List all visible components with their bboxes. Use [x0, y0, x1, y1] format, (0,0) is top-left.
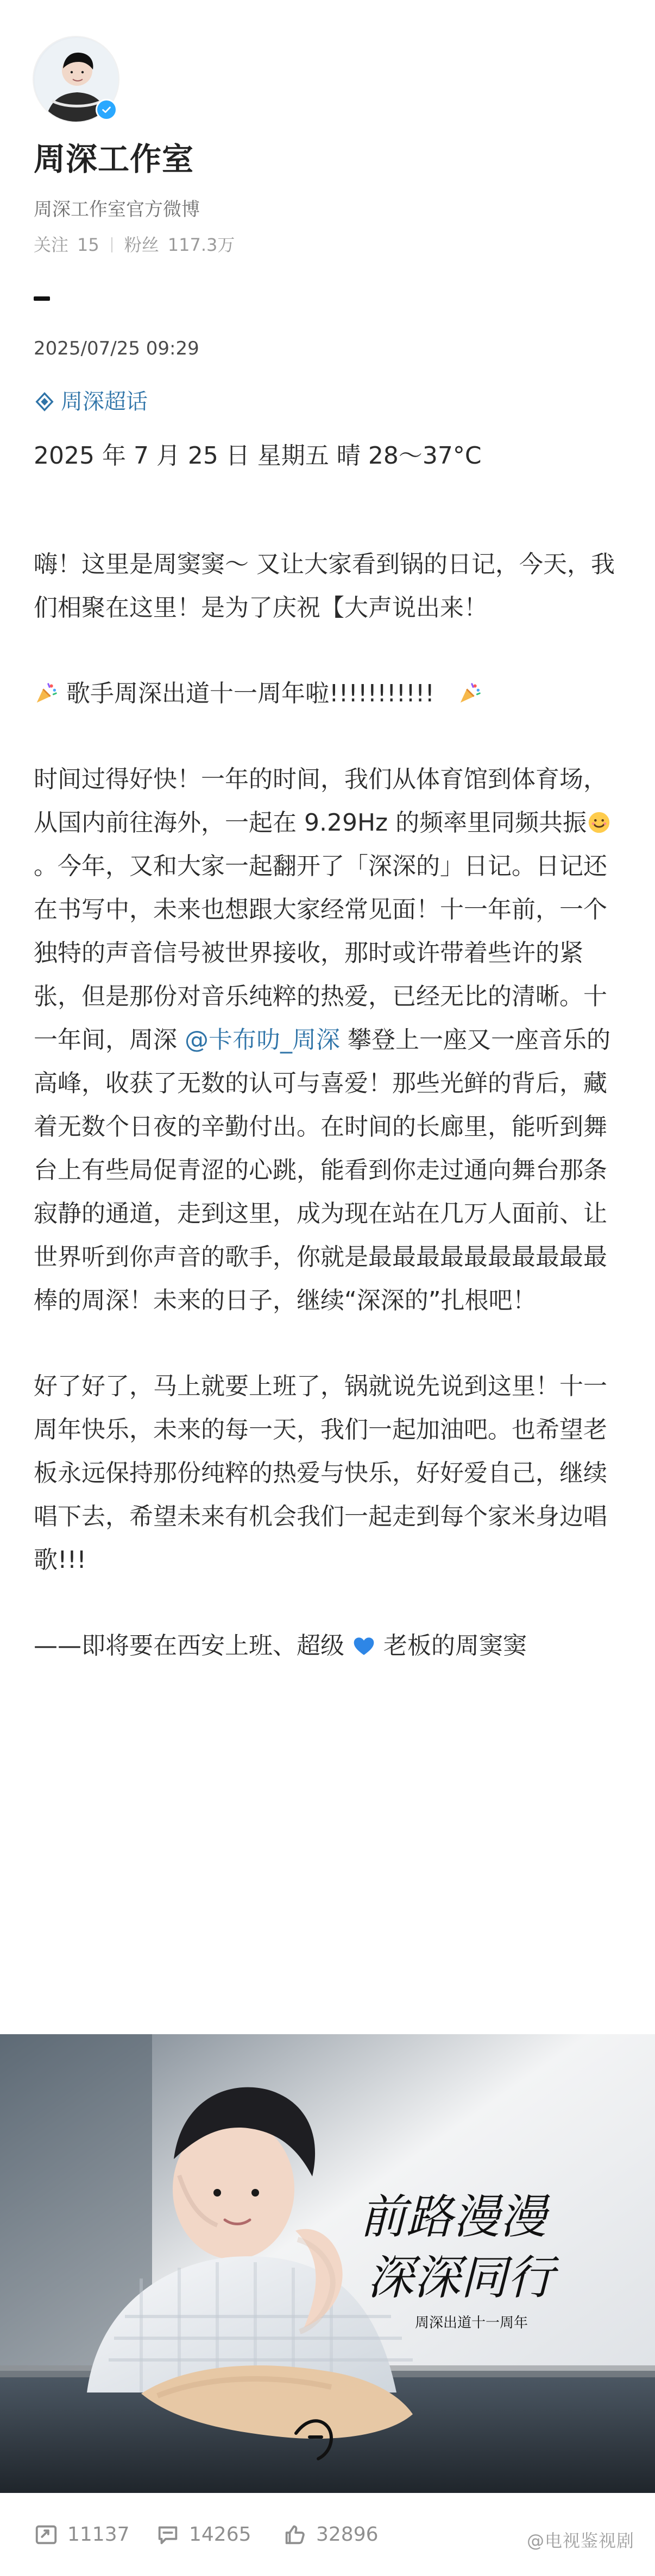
comment-button[interactable]	[155, 2493, 251, 2576]
post-photo	[0, 2034, 655, 2493]
image-caption: 周深出道十一周年	[415, 2314, 528, 2331]
image-headline-2: 深深同行	[367, 2251, 554, 2305]
paragraph-5-text-a: ——即将要在西安上班、超级	[34, 1632, 344, 1660]
paragraph-3	[34, 758, 626, 1322]
account-stats	[34, 235, 235, 255]
post-image[interactable]	[0, 2034, 655, 2493]
comment-count: 14265	[189, 2523, 251, 2546]
account-header	[0, 0, 655, 337]
stats-divider	[111, 237, 112, 252]
following-label: 关注	[34, 235, 69, 255]
diamond-icon	[34, 391, 55, 413]
paragraph-1	[34, 543, 626, 630]
verified-badge	[96, 99, 117, 121]
paragraph-3-text-b: 。今年，又和大家一起翻开了「深深的」日记。日记还在书写中，未来也想跟大家经常见面！十一年前，一个独特的声音信号被世界接收，那时或许带着些许的紧张，但是那份对音乐纯粹的热爱，已经无比的清晰。十一年间，周深	[34, 852, 607, 1054]
post-content	[34, 543, 626, 1668]
paragraph-5	[34, 1624, 626, 1668]
paragraph-1-text: 嗨！这里是周窦窦～ 又让大家看到锅的日记，今天，我们相聚在这里！是为了庆祝【大声说出来！	[34, 550, 615, 622]
post-actions	[0, 2493, 655, 2576]
repost-count: 11137	[67, 2523, 130, 2546]
dash-icon	[34, 296, 50, 301]
paragraph-5-text-b: 老板的周窦窦	[383, 1632, 527, 1660]
followers-count: 117.3万	[167, 235, 235, 255]
following-count: 15	[77, 235, 99, 255]
post-timestamp: 2025/07/25 09:29	[34, 338, 199, 359]
paragraph-2	[34, 672, 626, 716]
topic-label[interactable]: 周深超话	[61, 389, 148, 414]
post-weather: 2025 年 7 月 25 日 星期五 晴 28～37°C	[34, 442, 482, 470]
comment-icon	[155, 2522, 180, 2547]
party-popper-icon	[34, 681, 59, 706]
like-count: 32896	[316, 2523, 379, 2546]
image-headline-1: 前路漫漫	[360, 2190, 546, 2244]
like-icon	[282, 2522, 307, 2547]
watermark: @电视鉴视剧	[526, 2530, 634, 2551]
repost-icon	[34, 2522, 59, 2547]
paragraph-2-text: 歌手周深出道十一周年啦!!!!!!!!!!!	[66, 680, 435, 707]
like-button[interactable]	[282, 2493, 379, 2576]
paragraph-3-text-a: 时间过得好快！一年的时间，我们从体育馆到体育场，从国内前往海外，一起在 9.29Hz 的频率里同频共振	[34, 765, 607, 837]
mention-link[interactable]: @卡布叻_周深	[185, 1026, 340, 1054]
blue-heart-icon	[352, 1634, 376, 1658]
paragraph-3-text-c: 攀登上一座又一座音乐的高峰，收获了无数的认可与喜爱！那些光鲜的背后，藏着无数个日夜的辛勤付出。在时间的长廊里，能听到舞台上有些局促青涩的心跳，能看到你走过通向舞台那条寂静的通道，走到这里，成为现在站在几万人面前、让世界听到你声音的歌手，你就是最最最最最最最最最最棒的周深！未来的日子，继续“深深的”扎根吧！	[34, 1026, 610, 1314]
verified-icon	[97, 100, 116, 119]
party-popper-icon-2	[457, 681, 482, 706]
smile-emoji-icon	[587, 810, 612, 835]
account-name[interactable]: 周深工作室	[34, 141, 194, 178]
topic-link[interactable]	[34, 387, 148, 417]
followers-label: 粉丝	[124, 235, 159, 255]
account-description: 周深工作室官方微博	[34, 199, 200, 220]
paragraph-4-text: 好了好了，马上就要上班了，锅就说先说到这里！十一周年快乐，未来的每一天，我们一起加油吧。也希望老板永远保持那份纯粹的热爱与快乐，好好爱自己，继续唱下去，希望未来有机会我们一起走到每个家米身边唱歌!!!	[34, 1372, 607, 1574]
repost-button[interactable]	[34, 2493, 130, 2576]
paragraph-4	[34, 1365, 626, 1582]
